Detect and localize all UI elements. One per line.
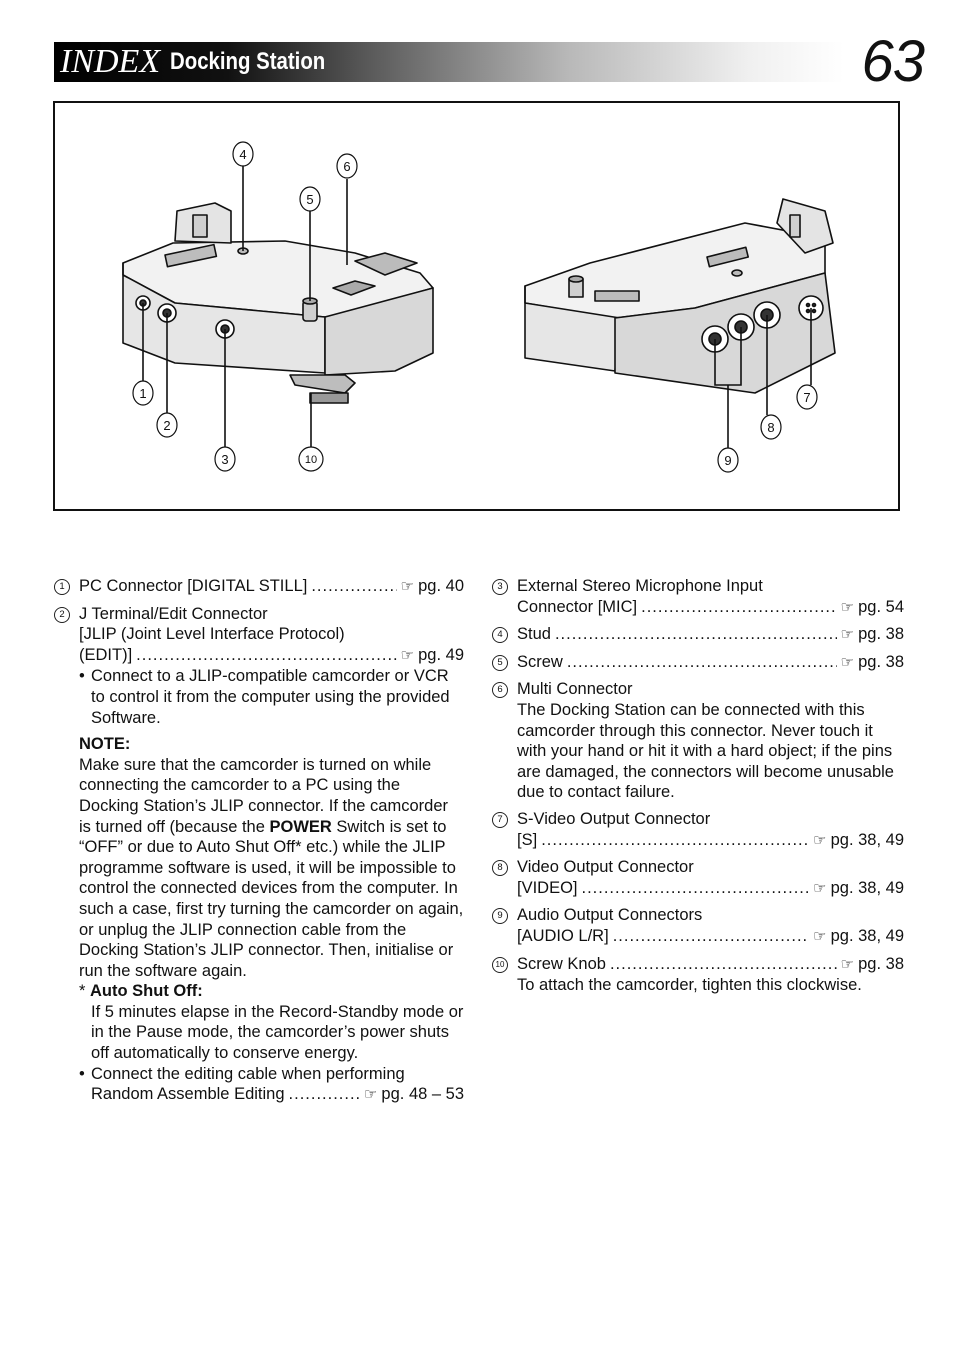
right-column bbox=[492, 576, 904, 1002]
note-bullet-2: • Connect the editing cable when performing Random Assemble Editing ..... ☞ pg. 48 – 53 bbox=[54, 1064, 464, 1106]
header-bar bbox=[54, 42, 844, 82]
right-unit-view bbox=[525, 199, 835, 393]
page-reference: pg. 38, 49 bbox=[830, 878, 904, 897]
callout-3 bbox=[215, 447, 235, 471]
item-1 bbox=[54, 576, 464, 598]
svg-text:4: 4 bbox=[239, 147, 247, 162]
item-number: 2 bbox=[54, 607, 70, 623]
index-word: INDEX bbox=[60, 43, 161, 80]
note-body: Make sure that the camcorder is turned on while connecting the camcorder to a PC using the Docking Station’s JLIP connector. If the camcorder is turned off (because the POWER Switch is set to “OFF” or due to Auto Shut Off* etc.) while the JLIP programme software is used, it will be impossible to control the connected devices from the computer. In such a case, first try turning the camcorder on again, or unplug the JLIP connection cable from the Docking Station’s JLIP connector. Then, initialise or run the software again. bbox=[79, 755, 464, 980]
item-10: 10 Screw Knob ..... ☞ pg. 38 To attach the camcorder, tighten this clockwise. bbox=[492, 954, 904, 996]
item-description: The Docking Station can be connected with this camcorder through this connector. Never touch it with your hand or hit it with a hard object; if the pins are damaged, the connectors will become unusable due to contact failure. bbox=[517, 700, 894, 802]
docking-station-illustration bbox=[55, 103, 898, 509]
item-4: 4 Stud ..... ☞ pg. 38 bbox=[492, 624, 904, 646]
page-reference: pg. 48 – 53 bbox=[381, 1085, 464, 1104]
callout-5 bbox=[300, 187, 320, 211]
item-label-line-3: (EDIT)] bbox=[79, 645, 133, 664]
footnote-auto-shut-off: * Auto Shut Off: bbox=[79, 982, 203, 1001]
item-9: 9 Audio Output Connectors [AUDIO L/R] ..... ☞ pg. 38, 49 bbox=[492, 905, 904, 947]
svg-text:9: 9 bbox=[724, 453, 732, 468]
callout-10 bbox=[299, 447, 323, 471]
item-8: 8 Video Output Connector [VIDEO] ..... ☞ pg. 38, 49 bbox=[492, 857, 904, 899]
page-number: 63 bbox=[861, 29, 924, 94]
callout-1 bbox=[133, 381, 153, 405]
page-reference: pg. 38 bbox=[858, 954, 904, 973]
svg-text:6: 6 bbox=[343, 159, 351, 174]
callout-8 bbox=[761, 415, 781, 439]
callout-4 bbox=[233, 142, 253, 166]
note-title: NOTE: bbox=[79, 735, 131, 754]
pointing-hand-icon: ☞ bbox=[813, 927, 827, 945]
svg-text:2: 2 bbox=[163, 418, 171, 433]
svg-text:3: 3 bbox=[221, 452, 229, 467]
item-2 bbox=[54, 604, 464, 729]
page-reference: pg. 49 bbox=[418, 645, 464, 664]
svg-text:5: 5 bbox=[306, 192, 314, 207]
svg-text:10: 10 bbox=[304, 454, 318, 466]
pointing-hand-icon: ☞ bbox=[813, 831, 827, 849]
item-label-line-2: [JLIP (Joint Level Interface Protocol) bbox=[79, 625, 345, 644]
pointing-hand-icon: ☞ bbox=[400, 578, 415, 595]
svg-text:1: 1 bbox=[139, 386, 147, 401]
page-reference: pg. 38, 49 bbox=[830, 830, 904, 849]
left-unit-view bbox=[123, 203, 433, 403]
item-6: 6 Multi Connector The Docking Station can be connected with this camcorder through this connector. Never touch it with your hand or hit it with a hard object; if the pins are damaged, the connectors will become unusable due to contact failure. bbox=[492, 679, 904, 803]
bullet-text: • Connect to a JLIP-compatible camcorder or VCR to control it from the computer using the provided Software. bbox=[79, 666, 464, 728]
pointing-hand-icon: ☞ bbox=[840, 626, 855, 644]
page-reference: pg. 54 bbox=[858, 597, 904, 616]
svg-text:8: 8 bbox=[767, 420, 775, 435]
pointing-hand-icon: ☞ bbox=[840, 955, 855, 973]
item-label: PC Connector [DIGITAL STILL] bbox=[79, 577, 308, 595]
pointing-hand-icon: ☞ bbox=[840, 598, 855, 616]
item-7: 7 S-Video Output Connector [S] ..... ☞ pg. 38, 49 bbox=[492, 809, 904, 851]
docking-station-figure bbox=[53, 101, 900, 511]
page-reference: pg. 40 bbox=[418, 577, 464, 595]
callout-2 bbox=[157, 413, 177, 437]
item-label: J Terminal/Edit Connector bbox=[79, 604, 268, 623]
pointing-hand-icon: ☞ bbox=[363, 1086, 378, 1104]
pointing-hand-icon: ☞ bbox=[840, 653, 855, 671]
item-3: 3 External Stereo Microphone Input Connector [MIC] ..... ☞ pg. 54 bbox=[492, 576, 904, 618]
svg-text:7: 7 bbox=[803, 390, 811, 405]
item-5: 5 Screw ..... ☞ pg. 38 bbox=[492, 652, 904, 674]
page-reference: pg. 38, 49 bbox=[830, 926, 904, 945]
pointing-hand-icon: ☞ bbox=[400, 646, 415, 664]
callout-7 bbox=[797, 385, 817, 409]
page-reference: pg. 38 bbox=[858, 652, 904, 671]
section-title: Docking Station bbox=[170, 48, 326, 75]
callout-9 bbox=[718, 448, 738, 472]
item-number: 1 bbox=[54, 579, 70, 595]
callout-6 bbox=[337, 154, 357, 178]
page-reference: pg. 38 bbox=[858, 625, 904, 644]
left-column bbox=[54, 576, 464, 1106]
item-description: To attach the camcorder, tighten this clockwise. bbox=[517, 976, 862, 995]
footnote-body: If 5 minutes elapse in the Record-Standby mode or in the Pause mode, the camcorder’s power shuts off automatically to conserve energy. bbox=[91, 1002, 464, 1063]
pointing-hand-icon: ☞ bbox=[813, 879, 827, 897]
